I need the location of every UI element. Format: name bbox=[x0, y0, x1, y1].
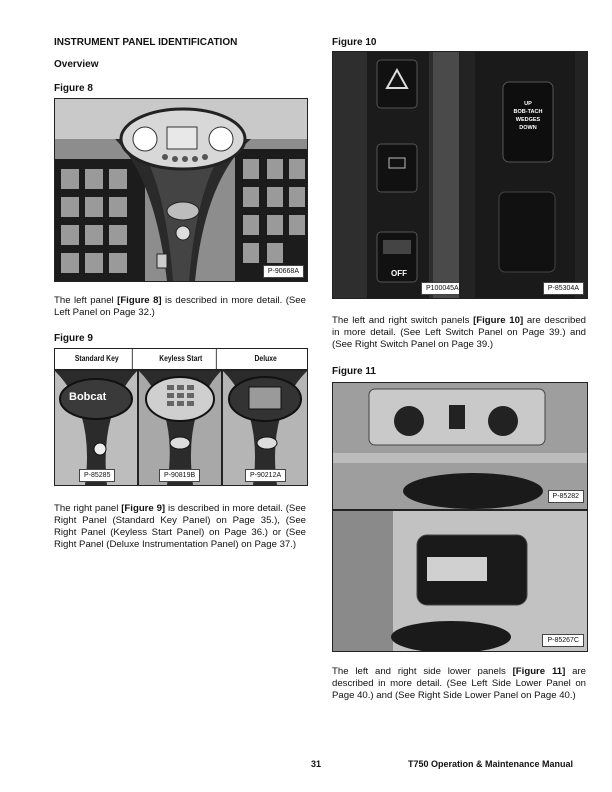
figure-9-photo-keyless-start bbox=[138, 370, 222, 486]
switch-text-bob-tach: BOB-TACH bbox=[513, 109, 543, 115]
switch-text-up: UP bbox=[524, 101, 532, 107]
figure-8-code: P-90668A bbox=[263, 265, 304, 278]
figure-11-photo-lower bbox=[332, 510, 588, 652]
figure-10-code-2: P-85304A bbox=[543, 282, 584, 295]
keyless-start-illustration bbox=[139, 371, 221, 485]
paragraph-right-panel: The right panel [Figure 9] is described in more detail. (See Right Panel (Standard Key Panel) on Page 35.), (See Right Panel (Keyless Start Panel) on Page 36.) or (See Right Panel (Deluxe Instrumentation Panel) on Page 37.) bbox=[54, 503, 306, 550]
figure-9-code-3: P-90212A bbox=[245, 469, 286, 482]
figure-9-header-row bbox=[54, 348, 308, 370]
left-switch-panel-illustration bbox=[333, 52, 459, 298]
section-title: INSTRUMENT PANEL IDENTIFICATION bbox=[54, 37, 238, 48]
right-side-lower-panel-illustration bbox=[333, 511, 587, 651]
figure-8-label: Figure 8 bbox=[54, 83, 93, 94]
paragraph-switch-panels: The left and right switch panels [Figure 10] are described in more detail. (See Left Switch Panel on Page 39.) and (See Right Switch Panel on Page 39.) bbox=[332, 315, 587, 350]
off-switch-label: OFF bbox=[391, 269, 407, 278]
manual-title: T750 Operation & Maintenance Manual bbox=[408, 759, 574, 769]
figure-8-photo bbox=[54, 98, 308, 282]
figure-9-photo-deluxe bbox=[222, 370, 308, 486]
switch-text-down: DOWN bbox=[519, 125, 537, 131]
figure-10-label: Figure 10 bbox=[332, 37, 377, 48]
bobcat-logo: Bobcat bbox=[69, 391, 107, 403]
figure-10-photo-right-switch bbox=[460, 51, 588, 299]
deluxe-instrumentation-illustration bbox=[223, 371, 307, 485]
figure-9-code-1: P-85285 bbox=[79, 469, 115, 482]
figure-10-code-1: P100045A bbox=[421, 282, 460, 295]
figure-11-code-1: P-85282 bbox=[548, 490, 584, 503]
right-switch-panel-illustration bbox=[461, 52, 587, 298]
figure-10-photo-left-switch bbox=[332, 51, 460, 299]
header-keyless-start: Keyless Start bbox=[146, 349, 218, 369]
paragraph-left-panel: The left panel [Figure 8] is described in more detail. (See Left Panel on Page 32.) bbox=[54, 295, 306, 318]
bob-tach-switch-label bbox=[503, 100, 553, 132]
figure-9-label: Figure 9 bbox=[54, 333, 93, 344]
header-deluxe-instrumentation: Deluxe bbox=[254, 354, 277, 363]
figure-11-photo-upper bbox=[332, 382, 588, 510]
page-number: 31 bbox=[311, 759, 322, 769]
figure-9-photo-standard-key bbox=[54, 370, 138, 486]
paragraph-side-lower-panels: The left and right side lower panels [Figure 11] are described in more detail. (See Left Side Lower Panel on Page 40.) and (See Right Side Lower Panel on Page 40.) bbox=[332, 666, 586, 701]
switch-text-wedges: WEDGES bbox=[515, 117, 541, 123]
subsection-title: Overview bbox=[54, 59, 99, 70]
left-panel-illustration bbox=[55, 99, 307, 281]
figure-11-code-2: P-85267C bbox=[542, 634, 584, 647]
figure-11-label: Figure 11 bbox=[332, 366, 376, 377]
header-standard-key: Standard Key bbox=[61, 349, 133, 369]
figure-9-code-2: P-90819B bbox=[159, 469, 200, 482]
standard-key-illustration bbox=[55, 371, 137, 485]
